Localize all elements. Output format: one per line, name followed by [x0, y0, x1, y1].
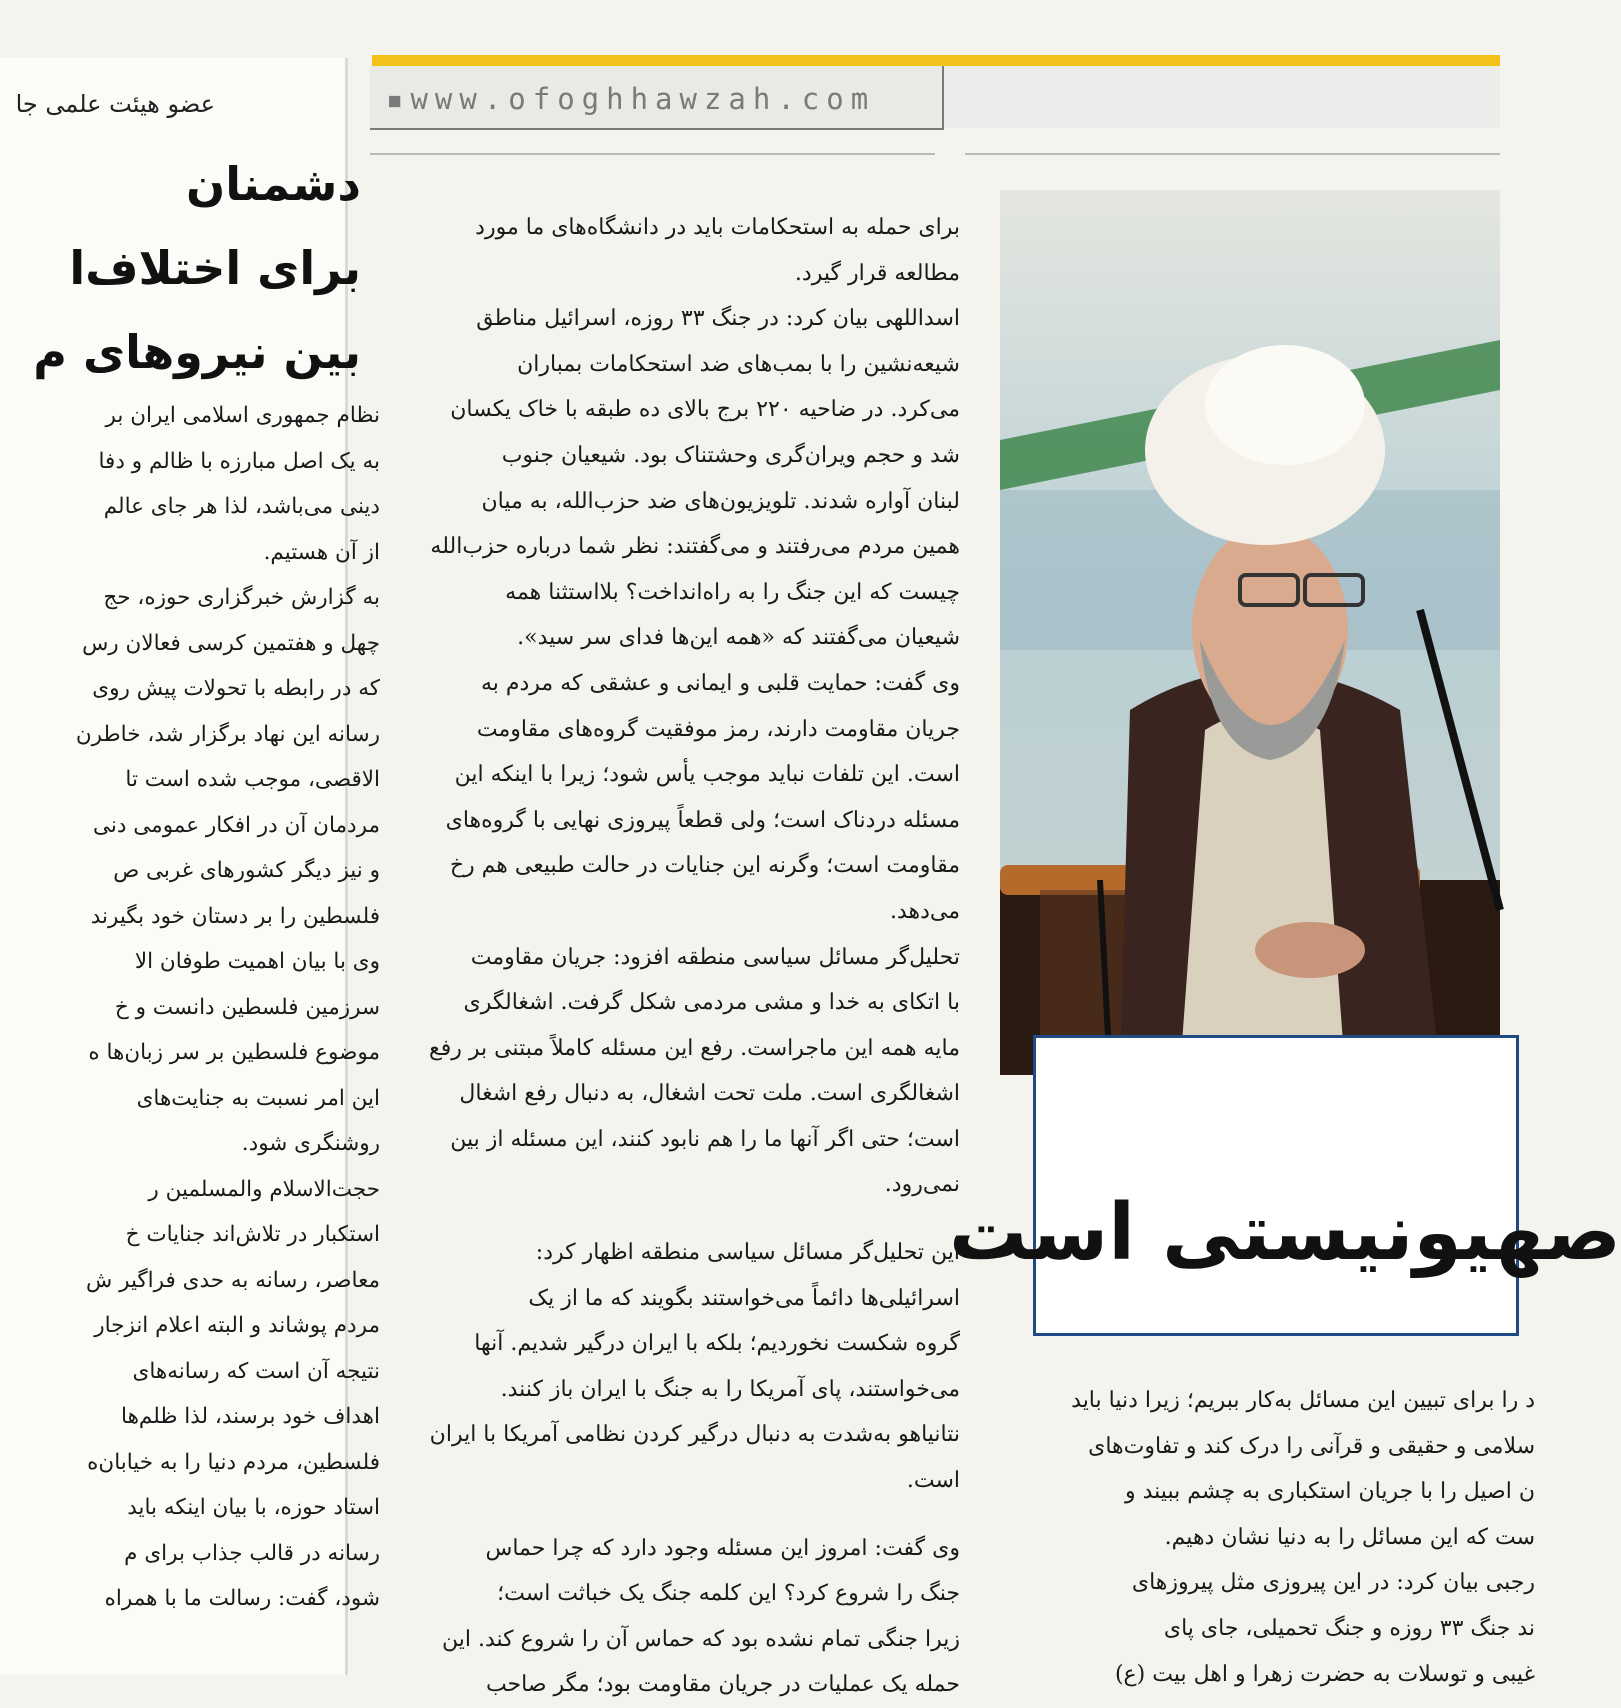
text-line: است. این تلفات نباید موجب یأس شود؛ زیرا با اینکه این: [454, 762, 960, 788]
text-line: وی گفت: امروز این مسئله وجود دارد که چرا حماس: [485, 1535, 960, 1561]
text-line: مردم پوشاند و البته اعلام انزجار: [94, 1313, 380, 1338]
text-line: مسئله دردناک است؛ ولی قطعاً پیروزی نهایی با گروه‌های: [445, 807, 960, 833]
text-line: از آن هستیم.: [263, 539, 380, 565]
text-line: ست که این مسائل را به دنیا نشان دهیم.: [1164, 1524, 1535, 1550]
left-article-body: [0, 393, 380, 1622]
text-line: چیست که این جنگ را به راه‌انداخت؟ بلااستثنا همه: [505, 579, 960, 605]
text-line: وی گفت: حمایت قلبی و ایمانی و عشقی که مردم به: [480, 670, 960, 696]
text-line: همین مردم می‌رفتند و می‌گفتند: نظر شما درباره حزب‌الله: [430, 534, 960, 560]
text-line: این تحلیل‌گر مسائل سیاسی منطقه اظهار کرد:: [535, 1240, 960, 1266]
middle-article-body: [370, 205, 960, 1708]
text-line: نمی‌رود.: [884, 1172, 960, 1198]
text-line: لبنان آواره شدند. تلویزیون‌های ضد حزب‌الله، به میان: [481, 488, 960, 514]
text-line: به یک اصل مبارزه با ظالم و دفا: [98, 448, 380, 474]
text-line: فلسطین را بر دستان خود بگیرند: [90, 903, 380, 929]
text-line: حمله یک عملیات در جریان مقاومت بود؛ مگر صاحب: [485, 1672, 960, 1698]
text-line: مقاومت است؛ وگرنه این جنایات در حالت طبیعی هم رخ: [449, 853, 960, 879]
text-line: اهداف خود برسند، لذا ظلم‌ها: [121, 1404, 380, 1429]
text-line: اسرائیلی‌ها دائماً می‌خواستند بگویند که ما از یک: [528, 1285, 960, 1311]
title-box: [948, 1035, 1621, 1336]
text-line: روشنگری شود.: [241, 1131, 380, 1156]
divider-rule: [370, 153, 935, 155]
text-line: جریان مقاومت دارند، رمز موفقیت گروه‌های مقاومت: [476, 716, 960, 742]
text-line: جنگ را شروع کرد؟ این کلمه جنگ یک خباثت است؛: [497, 1581, 960, 1607]
text-line: سلامی و حقیقی و قرآنی را درک کند و تفاوت‌های: [1088, 1433, 1535, 1459]
text-line: است.: [906, 1468, 960, 1494]
text-line: رسانه در قالب جذاب برای م: [124, 1540, 380, 1566]
text-line: موضوع فلسطین بر سر زبان‌ها ه: [88, 1040, 380, 1065]
text-line: الاقصی، موجب شده است تا: [125, 767, 380, 792]
caption-title: صهیونیستی است: [948, 1188, 1621, 1278]
text-line: معاصر، رسانه به حدی فراگیر ش: [86, 1267, 380, 1293]
text-line: رجبی بیان کرد: در این پیروزی مثل پیروزهای: [1131, 1570, 1535, 1596]
text-line: تحلیل‌گر مسائل سیاسی منطقه افزود: جریان مقاومت: [470, 944, 960, 970]
text-line: می‌دهد.: [889, 898, 960, 924]
text-line: ند جنگ ۳۳ روزه و جنگ تحمیلی، جای پای: [1163, 1615, 1535, 1641]
text-line: نظام جمهوری اسلامی ایران بر: [105, 403, 380, 428]
text-line: استاد حوزه، با بیان اینکه باید: [127, 1495, 380, 1520]
speaker-photo: [1000, 190, 1500, 1075]
text-line: مایه همه این ماجراست. رفع این مسئله کاملاً مبتنی بر رفع: [429, 1035, 960, 1061]
text-line: و نیز دیگر کشورهای غربی ص: [113, 858, 380, 883]
text-line: مطالعه قرار گیرد.: [794, 260, 960, 286]
text-line: نتیجه آن است که رسانه‌های: [132, 1358, 380, 1384]
site-url[interactable]: ▪www.ofoghhawzah.com: [386, 82, 876, 116]
text-line: مردمان آن در افکار عمومی دنی: [92, 812, 380, 838]
text-line: برای حمله به استحکامات باید در دانشگاه‌های ما مورد: [475, 215, 960, 240]
text-line: د را برای تبیین این مسائل به‌کار ببریم؛ زیرا دنیا باید: [1071, 1388, 1535, 1413]
text-line: استکبار در تلاش‌اند جنایات خ: [125, 1222, 380, 1247]
headline-line-1: دشمنان: [186, 157, 361, 211]
text-line: اشغالگری است. ملت تحت اشغال، به دنبال رفع اشغال: [459, 1081, 960, 1107]
text-line: با اتکای به خدا و مشی مردمی شکل گرفت. اشغالگری: [463, 990, 960, 1016]
text-line: چهل و هفتمین کرسی فعالان رس: [82, 630, 380, 656]
text-line: وی با بیان اهمیت طوفان الا: [134, 949, 380, 974]
text-line: شیعه‌نشین را با بمب‌های ضد استحکامات بمباران: [517, 351, 960, 377]
text-line: اسداللهی بیان کرد: در جنگ ۳۳ روزه، اسرائیل مناطق: [476, 306, 960, 332]
text-line: شود، گفت: رسالت ما با همراه: [104, 1586, 380, 1611]
text-line: سرزمین فلسطین دانست و خ: [114, 994, 380, 1020]
text-line: حجت‌الاسلام والمسلمین ر: [148, 1176, 380, 1202]
text-line: که در رابطه با تحولات پیش روی: [92, 676, 380, 701]
right-article-body: [1005, 1378, 1535, 1697]
text-line: فلسطین، مردم دنیا را به خیابان‌ه: [87, 1449, 380, 1475]
paragraph-gap: [370, 1504, 960, 1526]
text-line: به گزارش خبرگزاری حوزه، حج: [103, 585, 380, 610]
text-line: رسانه این نهاد برگزار شد، خاطرن: [75, 721, 380, 747]
text-line: این امر نسبت به جنایت‌های: [136, 1085, 380, 1111]
left-article: [0, 58, 380, 1675]
text-line: شد و حجم ویران‌گری وحشتناک بود. شیعیان جنوب: [501, 442, 960, 468]
text-line: زیرا جنگی تمام نشده بود که حماس آن را شروع کند. این: [441, 1626, 960, 1652]
divider-rule: [965, 153, 1500, 155]
article-kicker: عضو هیئت علمی جا: [15, 90, 215, 118]
cleric-portrait-illustration: [1000, 190, 1500, 1075]
yellow-top-bar: [372, 55, 1500, 66]
text-line: ن اصیل را با جریان استکباری به چشم ببیند و: [1125, 1479, 1535, 1505]
url-box: [370, 66, 944, 130]
headline-line-3: بین نیروهای م: [33, 325, 361, 379]
headline-line-2: برای اختلاف‌ا: [69, 241, 361, 295]
header-gray-band: [944, 66, 1500, 128]
text-line: شیعیان می‌گفتند که «همه این‌ها فدای سر سید».: [517, 625, 960, 651]
paragraph-gap: [370, 1208, 960, 1230]
text-line: است؛ حتی اگر آنها ما را هم نابود کنند، این مسئله از بین: [450, 1126, 960, 1152]
text-line: نتانیاهو به‌شدت به دنبال درگیر کردن نظامی آمریکا با ایران: [429, 1422, 960, 1448]
text-line: دینی می‌باشد، لذا هر جای عالم: [103, 494, 380, 519]
text-line: غیبی و توسلات به حضرت زهرا و اهل بیت (ع): [1114, 1661, 1535, 1687]
text-line: می‌کرد. در ضاحیه ۲۲۰ برج بالای ده طبقه با خاک یکسان: [450, 397, 960, 423]
text-line: می‌خواستند، پای آمریکا را به جنگ با ایران باز کنند.: [500, 1376, 960, 1402]
text-line: گروه شکست نخوردیم؛ بلکه با ایران درگیر شدیم. آنها: [474, 1331, 960, 1357]
